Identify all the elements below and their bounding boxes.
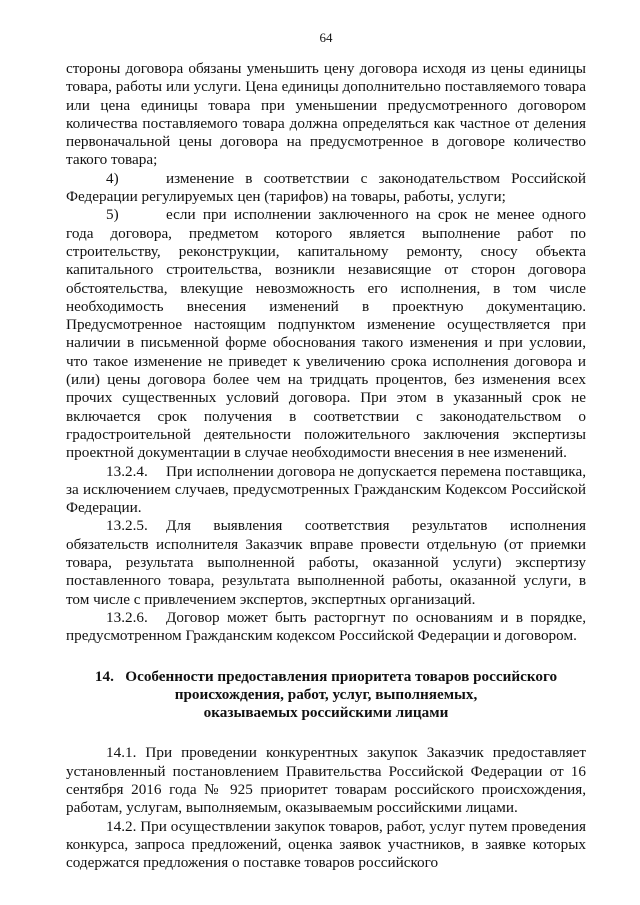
item-number: 5): [106, 206, 119, 224]
clause-13-2-5-text: Для выявления соответствия результатов исполнения обязательств исполнителя Заказчик вправе провести отдельную (от приемки товара, результата выполненной работы, оказанной услуги) экспертизу поставленного товара, результата выполненной работы, оказанной услуги, в том числе с привлечением экспертов, экспертных организаций.: [66, 517, 586, 608]
section-heading-line-1: [66, 668, 586, 686]
section-title-line-3: оказываемых российскими лицами: [203, 704, 449, 722]
clause-13-2-6-text: Договор может быть расторгнут по основаниям и в порядке, предусмотренном Гражданским кодексом Российской Федерации и договором.: [66, 608, 586, 645]
section-number: 14.: [94, 667, 114, 685]
section-14-heading: [66, 668, 586, 723]
item-number: 4): [106, 169, 119, 187]
subitem-5-text: если при исполнении заключенного на срок не менее одного года договора, предметом которого является выполнение работ по строительству, реконструкции, капитальному ремонту, сносу объекта капитального строительства, возникли независящие от сторон договора обстоятельства, влекущие невозможность его исполнения, в том числе необходимость внесения изменений в проектную документацию. Предусмотренное настоящим подпунктом изменение осуществляется при наличии в письменной форме обоснования такого изменения и при условии, что такое изменение не приведет к увеличению срока исполнения договора и (или) цены договора более чем на тридцать процентов, без изменения всех прочих существенных условий договора. При этом в указанный срок не включается срок получения в соответствии с законодательством о градостроительной деятельности положительного заключения экспертизы проектной документации в случае необходимости внесения в нее изменений.: [66, 206, 586, 462]
clause-13-2-4: [66, 463, 586, 518]
clause-14-2: 14.2. При осуществлении закупок товаров, работ, услуг путем проведения конкурса, запроса предложений, оценка заявок участников, в заявке которых содержатся предложения о поставке товаров российского: [66, 817, 586, 872]
clause-13-2-5: [66, 517, 586, 608]
section-title-line-1: Особенности предоставления приоритета товаров российского: [125, 667, 558, 685]
item-number: 13.2.6.: [106, 608, 148, 626]
section-title-line-2: происхождения, работ, услуг, выполняемых,: [174, 685, 478, 703]
subitem-4: [66, 170, 586, 207]
clause-14-1: 14.1. При проведении конкурентных закупок Заказчик предоставляет установленный постановлением Правительства Российской Федерации от 16 сентября 2016 года № 925 приоритет товарам российского происхождения, работам, услугам, выполняемым, оказываемым российскими лицами.: [66, 744, 586, 817]
item-number: 13.2.5.: [106, 517, 148, 535]
page-number: 64: [319, 30, 333, 45]
paragraph-continuation: стороны договора обязаны уменьшить цену договора исходя из цены единицы товара, работы или услуги. Цена единицы дополнительно поставляемого товара или цена единицы товара при уменьшении предусмотренного договором количества поставляемого товара должна определяться как частное от деления первоначальной цены договора на предусмотренное в договоре количество такого товара;: [66, 60, 586, 169]
item-number: 13.2.4.: [106, 462, 148, 480]
clause-13-2-6: [66, 609, 586, 646]
clause-13-2-4-text: При исполнении договора не допускается перемена поставщика, за исключением случаев, предусмотренных Гражданским Кодексом Российской Федерации.: [66, 462, 586, 517]
subitem-4-text: изменение в соответствии с законодательством Российской Федерации регулируемых цен (тарифов) на товары, работы, услуги;: [66, 169, 586, 206]
subitem-5: [66, 206, 586, 462]
